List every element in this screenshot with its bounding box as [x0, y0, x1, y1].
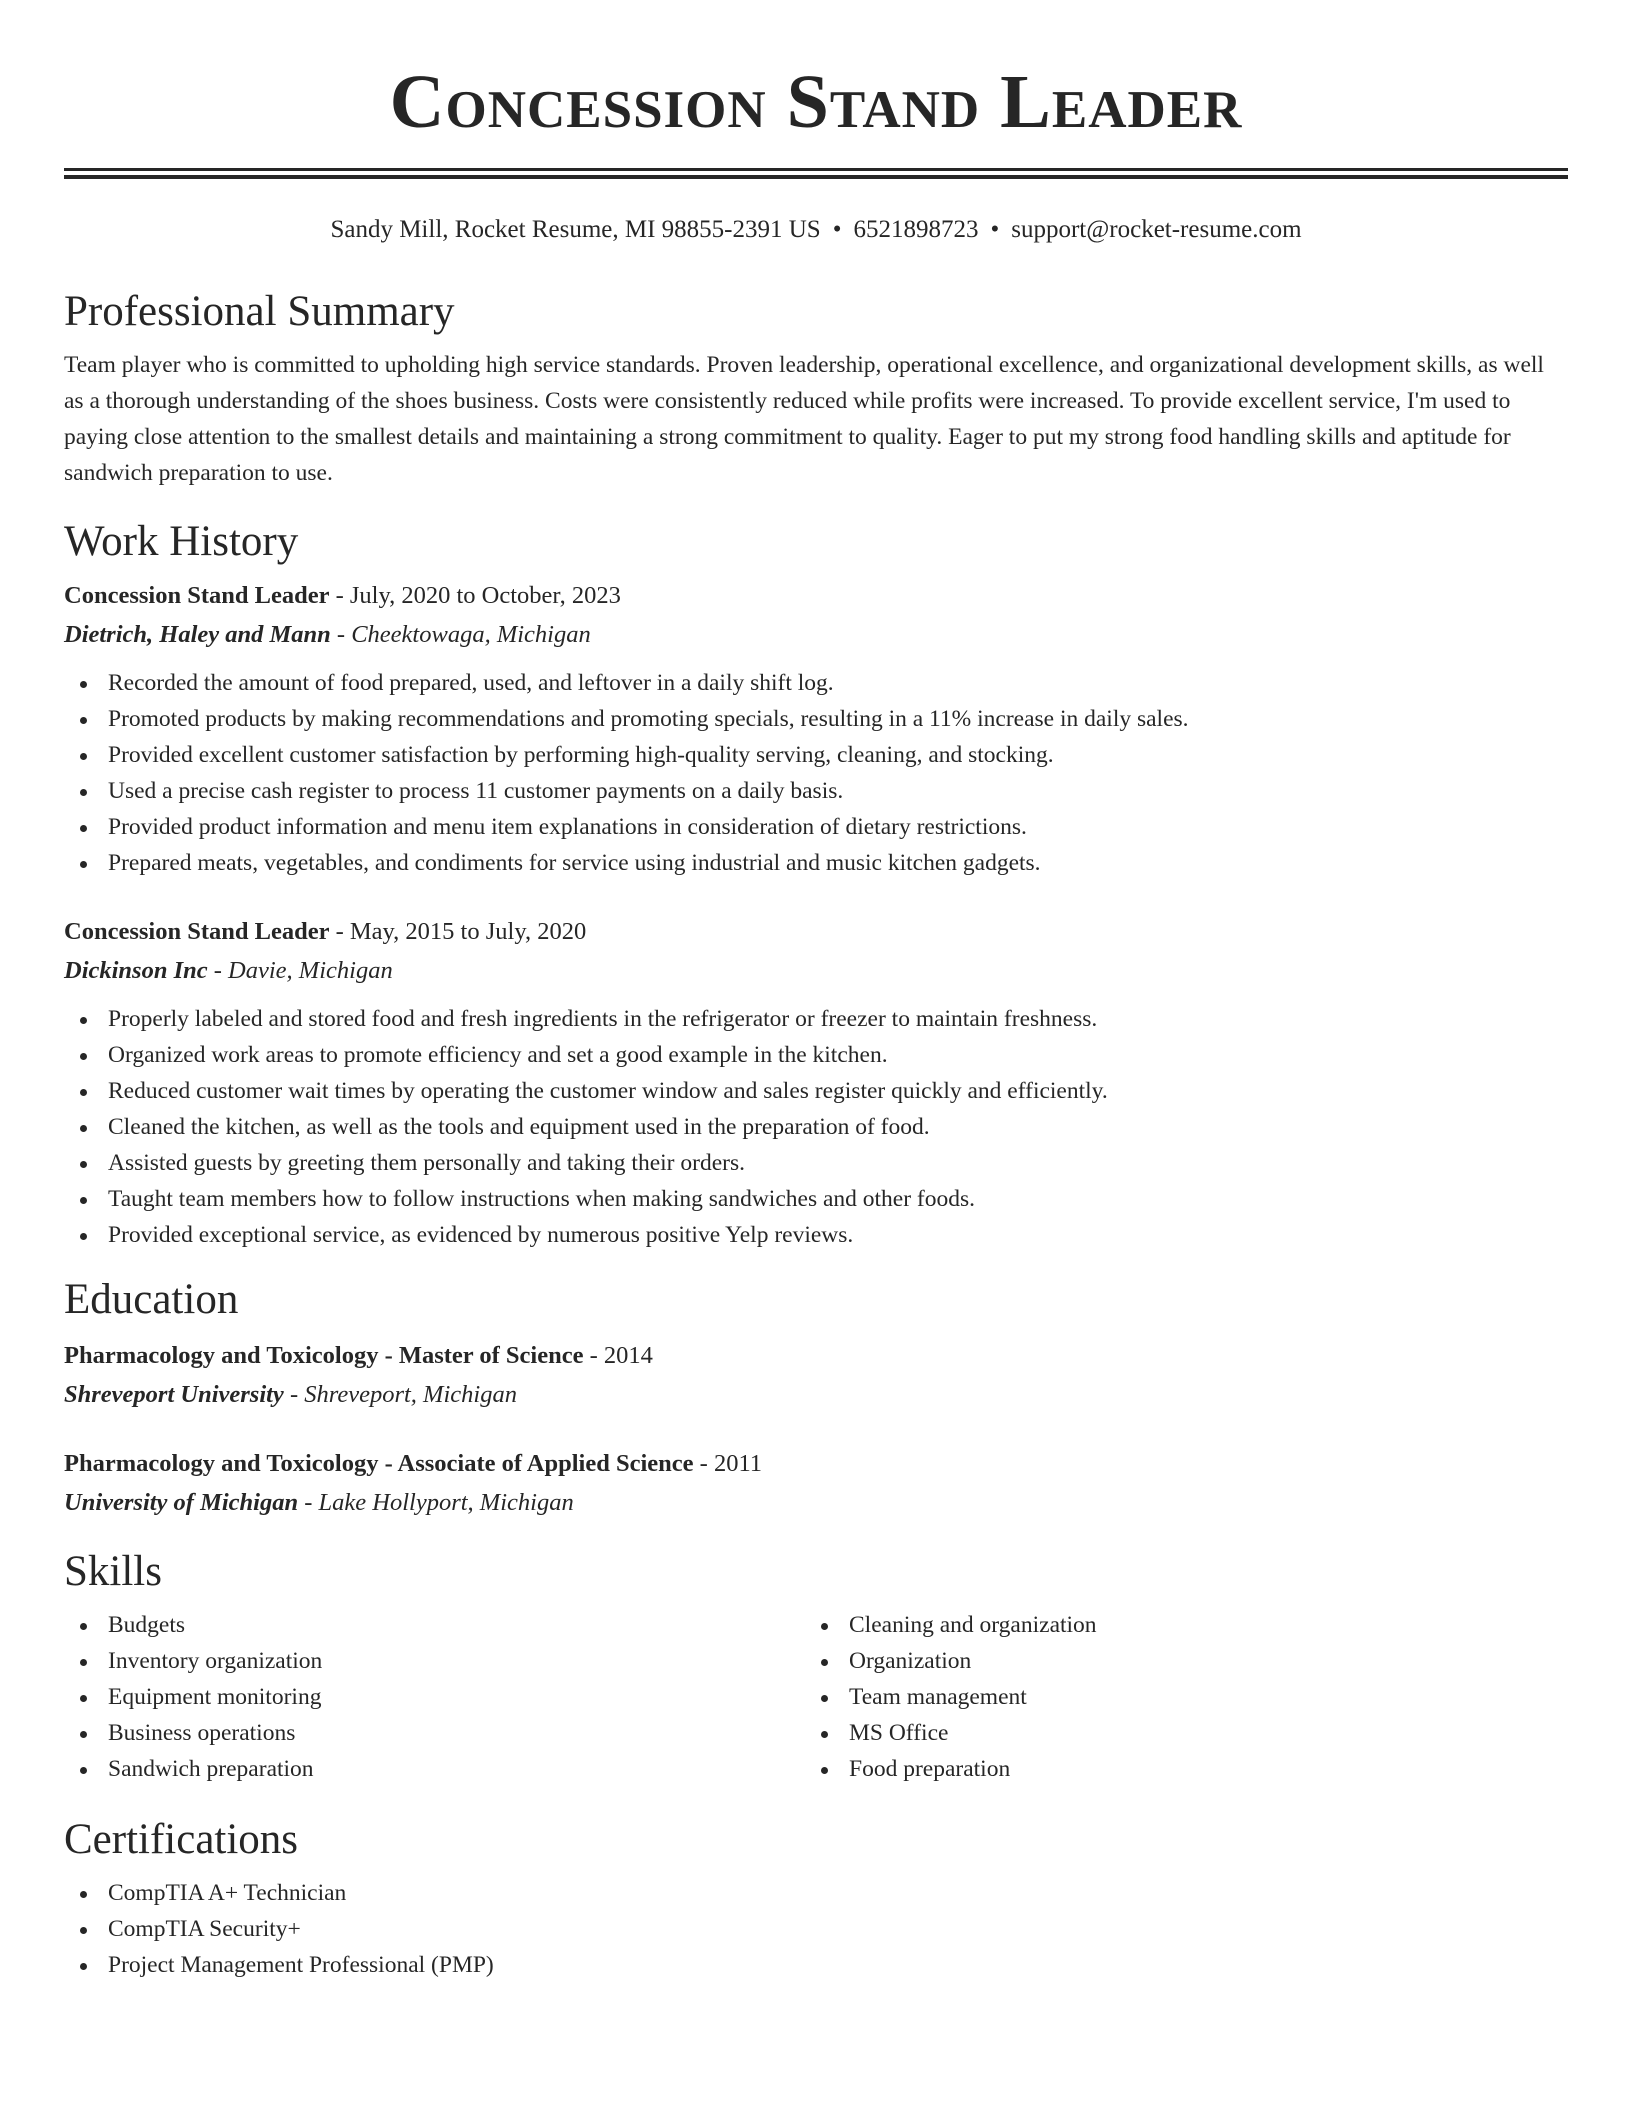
contact-address: Sandy Mill, Rocket Resume, MI 98855-2391 US [330, 216, 821, 243]
job-title: Concession Stand Leader [64, 918, 330, 945]
skills-list [64, 1607, 1568, 1787]
job-entry [64, 577, 1568, 881]
list-item: Provided exceptional service, as evidenced by numerous positive Yelp reviews. [64, 1217, 1568, 1253]
list-item: Sandwich preparation [64, 1751, 805, 1787]
section-heading-summary: Professional Summary [64, 288, 455, 335]
list-item: Used a precise cash register to process 11 customer payments on a daily basis. [64, 773, 1568, 809]
list-item: Inventory organization [64, 1643, 805, 1679]
skills-column-right [805, 1607, 1546, 1787]
contact-line [64, 215, 1568, 245]
job-dates: - July, 2020 to October, 2023 [329, 582, 621, 609]
title-divider [64, 168, 1568, 179]
job-duties-list [64, 1001, 1568, 1253]
section-heading-skills: Skills [64, 1548, 162, 1595]
school: University of Michigan [64, 1489, 299, 1516]
degree: Pharmacology and Toxicology - Master of Science [64, 1342, 584, 1369]
job-duties-list [64, 665, 1568, 881]
list-item: Promoted products by making recommendations and promoting specials, resulting in a 11% increase in daily sales. [64, 701, 1568, 737]
job-company: Dickinson Inc [64, 957, 208, 984]
list-item: Food preparation [805, 1751, 1546, 1787]
contact-email: support@rocket-resume.com [1011, 216, 1302, 243]
contact-phone: 6521898723 [853, 216, 979, 243]
job-company-line [64, 951, 1568, 991]
skills-column-left [64, 1607, 805, 1787]
list-item: Team management [805, 1679, 1546, 1715]
degree-line [64, 1337, 1568, 1375]
list-item: Properly labeled and stored food and fresh ingredients in the refrigerator or freezer to maintain freshness. [64, 1001, 1568, 1037]
school-line [64, 1483, 1568, 1523]
job-location: - Cheektowaga, Michigan [330, 621, 591, 648]
job-location: - Davie, Michigan [207, 957, 393, 984]
resume-title: Concession Stand Leader [389, 60, 1243, 144]
education-entry [64, 1445, 1568, 1523]
list-item: Project Management Professional (PMP) [64, 1947, 1568, 1983]
list-item: Provided excellent customer satisfaction by performing high-quality serving, cleaning, and stocking. [64, 737, 1568, 773]
job-dates: - May, 2015 to July, 2020 [329, 918, 587, 945]
contact-separator: • [832, 216, 842, 243]
certifications-list [64, 1875, 1568, 1983]
list-item: CompTIA Security+ [64, 1911, 1568, 1947]
list-item: Business operations [64, 1715, 805, 1751]
job-title-line [64, 577, 1568, 615]
list-item: Reduced customer wait times by operating the customer window and sales register quickly and efficiently. [64, 1073, 1568, 1109]
school-location: - Shreveport, Michigan [283, 1381, 517, 1408]
list-item: Recorded the amount of food prepared, used, and leftover in a daily shift log. [64, 665, 1568, 701]
job-title: Concession Stand Leader [64, 582, 330, 609]
job-entry [64, 913, 1568, 1253]
job-company: Dietrich, Haley and Mann [64, 621, 331, 648]
graduation-year: - 2011 [693, 1450, 763, 1477]
section-heading-certifications: Certifications [64, 1816, 299, 1863]
education-entry [64, 1337, 1568, 1415]
list-item: Organization [805, 1643, 1546, 1679]
list-item: CompTIA A+ Technician [64, 1875, 1568, 1911]
degree-line [64, 1445, 1568, 1483]
school: Shreveport University [64, 1381, 284, 1408]
list-item: Organized work areas to promote efficiency and set a good example in the kitchen. [64, 1037, 1568, 1073]
graduation-year: - 2014 [583, 1342, 653, 1369]
section-heading-education: Education [64, 1276, 239, 1323]
job-title-line [64, 913, 1568, 951]
summary-text: Team player who is committed to upholding high service standards. Proven leadership, operational excellence, and organizational development skills, as well as a thorough understanding of the shoes business. Costs were consistently reduced while profits were increased. To provide excellent service, I'm used to paying close attention to the smallest details and maintaining a strong commitment to quality. Eager to put my strong food handling skills and aptitude for sandwich preparation to use. [64, 352, 1544, 486]
school-line [64, 1375, 1568, 1415]
list-item: Equipment monitoring [64, 1679, 805, 1715]
job-company-line [64, 615, 1568, 655]
list-item: Taught team members how to follow instructions when making sandwiches and other foods. [64, 1181, 1568, 1217]
list-item: Cleaned the kitchen, as well as the tools and equipment used in the preparation of food. [64, 1109, 1568, 1145]
list-item: Assisted guests by greeting them personally and taking their orders. [64, 1145, 1568, 1181]
list-item: MS Office [805, 1715, 1546, 1751]
contact-separator: • [990, 216, 1000, 243]
list-item: Provided product information and menu item explanations in consideration of dietary restrictions. [64, 809, 1568, 845]
list-item: Prepared meats, vegetables, and condiments for service using industrial and music kitchen gadgets. [64, 845, 1568, 881]
section-heading-work: Work History [64, 518, 299, 565]
school-location: - Lake Hollyport, Michigan [298, 1489, 574, 1516]
list-item: Cleaning and organization [805, 1607, 1546, 1643]
list-item: Budgets [64, 1607, 805, 1643]
degree: Pharmacology and Toxicology - Associate of Applied Science [64, 1450, 694, 1477]
